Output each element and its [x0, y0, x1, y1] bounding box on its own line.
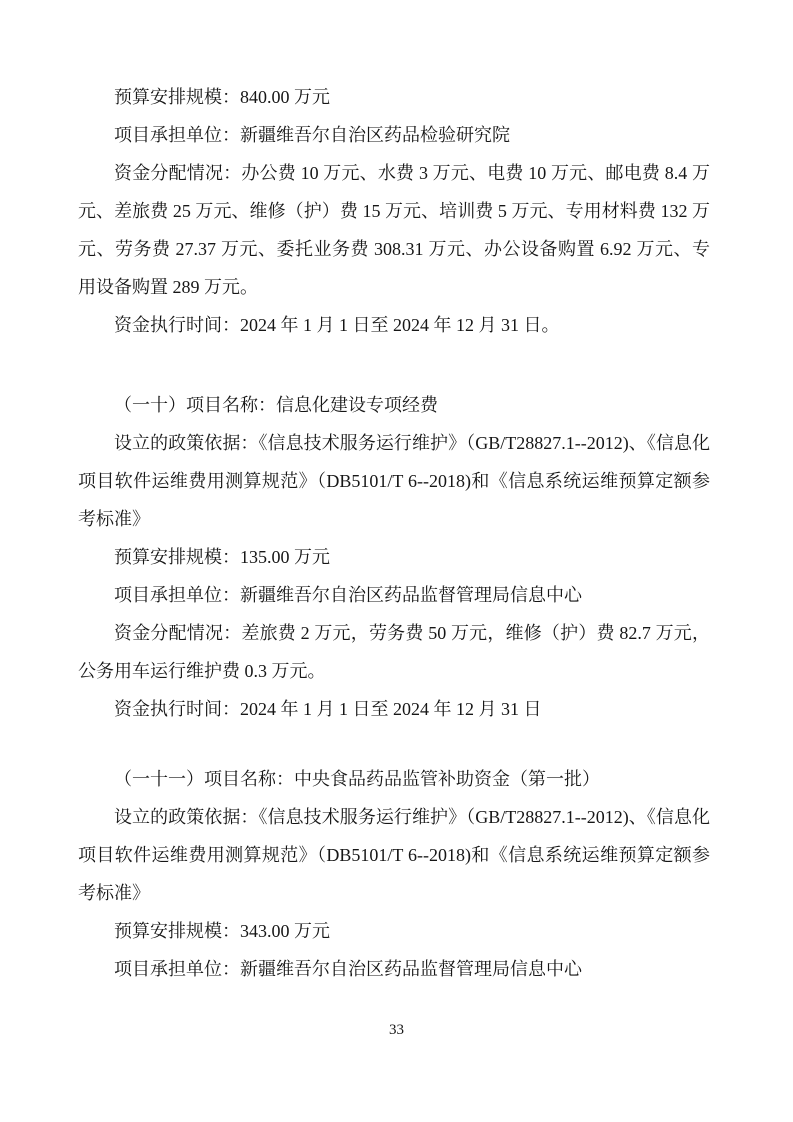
- project-10-execution-time-paragraph: 资金执行时间：2024 年 1 月 1 日至 2024 年 12 月 31 日: [114, 699, 542, 719]
- project-11-policy-basis-paragraph: 设立的政策依据：《信息技术服务运行维护》（GB/T28827.1--2012)、《信息化项目软件运维费用测算规范》（DB5101/T 6--2018)和《信息系统运维预算定额参考标准》: [78, 807, 710, 903]
- project-9-budget-scale-paragraph: 预算安排规模：840.00 万元: [114, 87, 330, 107]
- project-9-fund-allocation-paragraph: 资金分配情况：办公费 10 万元、水费 3 万元、电费 10 万元、邮电费 8.4 万元、差旅费 25 万元、维修（护）费 15 万元、培训费 5 万元、专用材料费 132 万元、劳务费 27.37 万元、委托业务费 308.31 万元、办公设备购置 6.92 万元、专用设备购置 289 万元。: [78, 163, 710, 297]
- document-body: [78, 78, 710, 988]
- section-spacer: [78, 344, 710, 386]
- section-spacer: [78, 728, 710, 760]
- project-10-undertaking-unit-paragraph: 项目承担单位：新疆维吾尔自治区药品监督管理局信息中心: [114, 585, 582, 605]
- project-10-title-paragraph: （一十）项目名称：信息化建设专项经费: [114, 395, 438, 415]
- project-11-budget-scale-paragraph: 预算安排规模：343.00 万元: [114, 921, 330, 941]
- project-10-fund-allocation-paragraph: 资金分配情况：差旅费 2 万元，劳务费 50 万元，维修（护）费 82.7 万元，公务用车运行维护费 0.3 万元。: [78, 623, 710, 681]
- project-9-undertaking-unit-paragraph: 项目承担单位：新疆维吾尔自治区药品检验研究院: [114, 125, 510, 145]
- project-9-execution-time-paragraph: 资金执行时间：2024 年 1 月 1 日至 2024 年 12 月 31 日。: [114, 315, 560, 335]
- project-10-policy-basis-paragraph: 设立的政策依据：《信息技术服务运行维护》（GB/T28827.1--2012)、《信息化项目软件运维费用测算规范》（DB5101/T 6--2018)和《信息系统运维预算定额参考标准》: [78, 433, 710, 529]
- page-number: 33: [389, 1022, 404, 1038]
- project-11-undertaking-unit-paragraph: 项目承担单位：新疆维吾尔自治区药品监督管理局信息中心: [114, 959, 582, 979]
- project-10-budget-scale-paragraph: 预算安排规模：135.00 万元: [114, 547, 330, 567]
- project-11-title-paragraph: （一十一）项目名称：中央食品药品监管补助资金（第一批）: [114, 769, 600, 789]
